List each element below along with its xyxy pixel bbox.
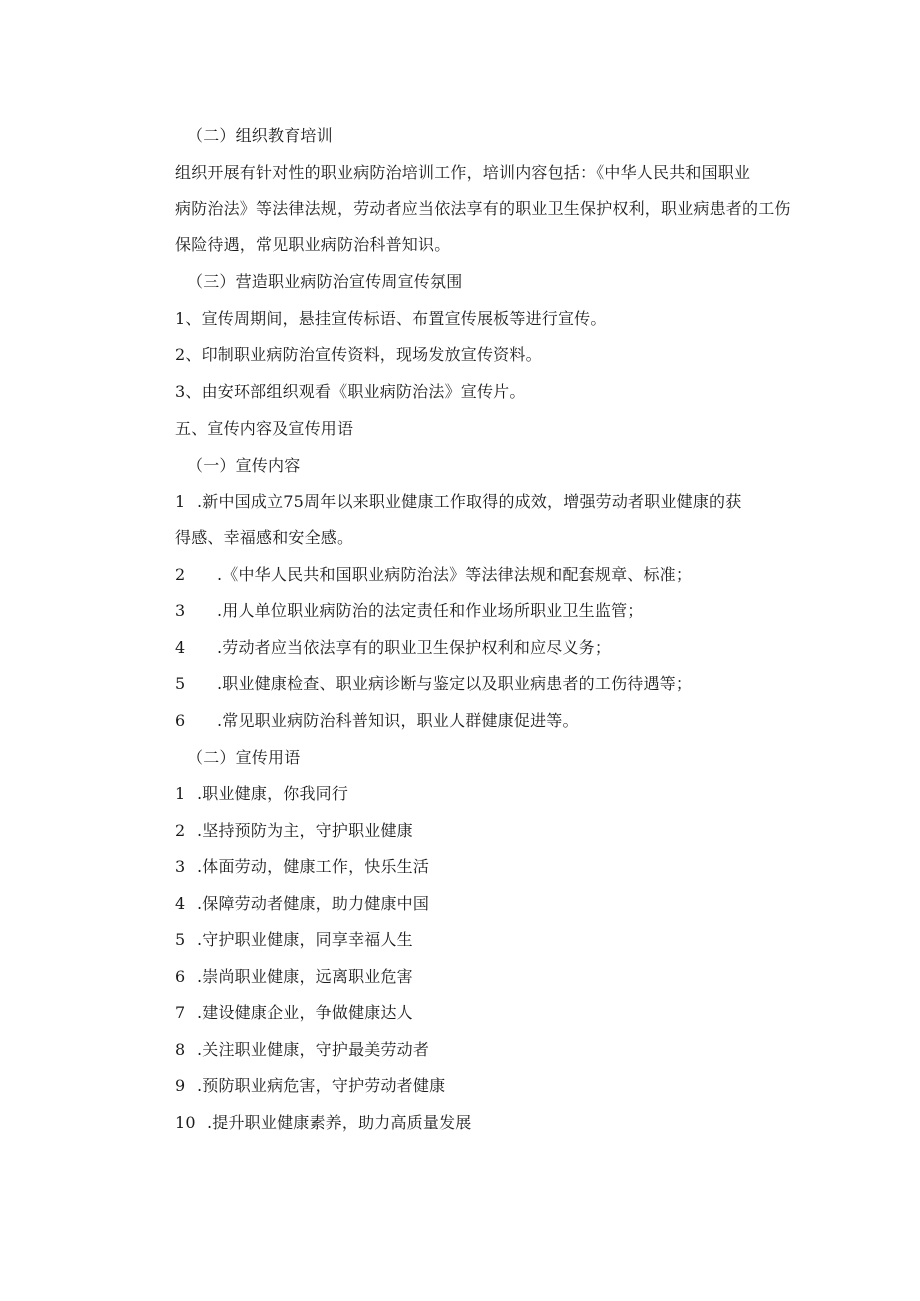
content-item-continuation: 得感、幸福感和安全感。 bbox=[175, 528, 354, 547]
slogan-item bbox=[175, 967, 413, 987]
content-heading: （一）宣传内容 bbox=[187, 456, 301, 475]
content-item bbox=[175, 601, 644, 621]
content-item-text: .常见职业病防治科普知识，职业人群健康促进等。 bbox=[217, 711, 579, 730]
slogan-item-text: .预防职业病危害，守护劳动者健康 bbox=[197, 1076, 446, 1095]
slogans-heading: （二）宣传用语 bbox=[187, 748, 301, 767]
content-item-text: .《中华人民共和国职业病防治法》等法律法规和配套规章、标准； bbox=[217, 565, 693, 584]
slogan-item-text: .提升职业健康素养，助力高质量发展 bbox=[207, 1113, 472, 1132]
content-item-text: .新中国成立75周年以来职业健康工作取得的成效，增强劳动者职业健康的获 bbox=[197, 492, 742, 511]
content-item bbox=[175, 674, 692, 694]
slogan-item-number: 1 bbox=[175, 784, 186, 803]
slogan-item-text: .职业健康，你我同行 bbox=[197, 784, 349, 803]
section-five-heading: 五、宣传内容及宣传用语 bbox=[175, 419, 354, 438]
slogan-item bbox=[175, 1003, 413, 1023]
atmosphere-item: 3、由安环部组织观看《职业病防治法》宣传片。 bbox=[175, 382, 526, 401]
content-item-text: .职业健康检查、职业病诊断与鉴定以及职业病患者的工伤待遇等； bbox=[217, 674, 693, 693]
slogan-item-number: 6 bbox=[175, 967, 186, 986]
content-item-number: 4 bbox=[175, 638, 186, 657]
slogan-item-number: 4 bbox=[175, 894, 186, 913]
atmosphere-heading: （三）营造职业病防治宣传周宣传氛围 bbox=[187, 272, 463, 291]
slogan-item-text: .坚持预防为主，守护职业健康 bbox=[197, 821, 413, 840]
content-item-text: .劳动者应当依法享有的职业卫生保护权利和应尽义务； bbox=[217, 638, 612, 657]
slogan-item-number: 3 bbox=[175, 857, 186, 876]
slogan-item-number: 7 bbox=[175, 1003, 186, 1022]
training-heading: （二）组织教育培训 bbox=[187, 126, 333, 145]
slogan-item-number: 9 bbox=[175, 1076, 186, 1095]
slogan-item-number: 2 bbox=[175, 821, 186, 840]
atmosphere-item: 1、宣传周期间，悬挂宣传标语、布置宣传展板等进行宣传。 bbox=[175, 309, 607, 328]
content-item-number: 3 bbox=[175, 601, 186, 620]
slogan-item bbox=[175, 894, 429, 914]
content-item bbox=[175, 492, 741, 512]
slogan-item bbox=[175, 1040, 429, 1060]
content-item bbox=[175, 565, 692, 585]
training-paragraph-line: 病防治法》等法律法规，劳动者应当依法享有的职业卫生保护权利，职业病患者的工伤 bbox=[175, 199, 791, 218]
training-paragraph-line: 组织开展有针对性的职业病防治培训工作，培训内容包括：《中华人民共和国职业 bbox=[175, 163, 751, 182]
content-item bbox=[175, 638, 611, 658]
slogan-item bbox=[175, 1113, 472, 1133]
content-item-number: 5 bbox=[175, 674, 186, 693]
slogan-item bbox=[175, 821, 413, 841]
content-item-number: 2 bbox=[175, 565, 186, 584]
content-item-text: .用人单位职业病防治的法定责任和作业场所职业卫生监管； bbox=[217, 601, 644, 620]
content-item bbox=[175, 711, 579, 731]
slogan-item-text: .保障劳动者健康，助力健康中国 bbox=[197, 894, 430, 913]
slogan-item-number: 10 bbox=[175, 1113, 196, 1132]
slogan-item-number: 5 bbox=[175, 930, 186, 949]
slogan-item bbox=[175, 784, 348, 804]
content-item-number: 6 bbox=[175, 711, 186, 730]
slogan-item-text: .关注职业健康，守护最美劳动者 bbox=[197, 1040, 430, 1059]
slogan-item bbox=[175, 930, 413, 950]
slogan-item-text: .崇尚职业健康，远离职业危害 bbox=[197, 967, 413, 986]
slogan-item-number: 8 bbox=[175, 1040, 186, 1059]
slogan-item-text: .体面劳动，健康工作，快乐生活 bbox=[197, 857, 430, 876]
slogan-item bbox=[175, 1076, 445, 1096]
atmosphere-item: 2、印制职业病防治宣传资料，现场发放宣传资料。 bbox=[175, 345, 542, 364]
slogan-item bbox=[175, 857, 429, 877]
content-item-number: 1 bbox=[175, 492, 186, 511]
slogan-item-text: .建设健康企业，争做健康达人 bbox=[197, 1003, 413, 1022]
slogan-item-text: .守护职业健康，同享幸福人生 bbox=[197, 930, 413, 949]
training-paragraph-line: 保险待遇，常见职业病防治科普知识。 bbox=[175, 235, 451, 254]
